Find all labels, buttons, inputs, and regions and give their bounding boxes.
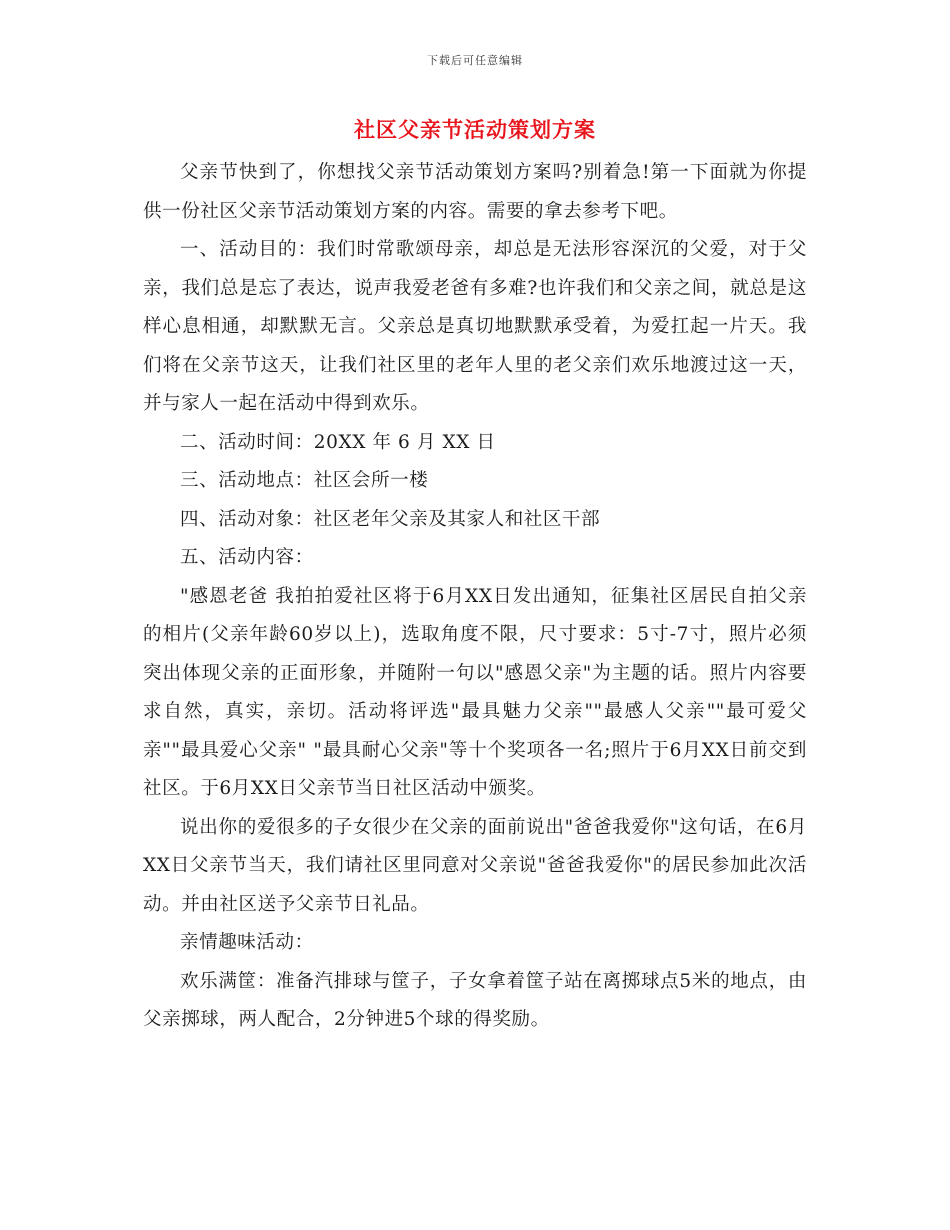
paragraph-content-heading: 五、活动内容：: [180, 547, 314, 568]
paragraph-purpose: 一、活动目的：我们时常歌颂母亲，却总是无法形容深沉的父爱，对于父亲，我们总是忘了表达，说声我爱老爸有多难?也许我们和父亲之间，就总是这样心息相通，却默默无言。父亲总是真切地默默承受着，为爱扛起一片天。我们将在父亲节这天，让我们社区里的老年人里的老父亲们欢乐地渡过这一天，并与家人一起在活动中得到欢乐。: [143, 239, 807, 414]
paragraph-photo-activity: "感恩老爸 我拍拍爱社区将于6月XX日发出通知，征集社区居民自拍父亲的相片(父亲年龄60岁以上)，选取角度不限，尺寸要求：5寸-7寸，照片必须突出体现父亲的正面形象，并随附一句以"感恩父亲"为主题的话。照片内容要求自然，真实，亲切。活动将评选"最具魅力父亲""最感人父亲""最可爱父亲""最具爱心父亲" "最具耐心父亲"等十个奖项各一名;照片于6月XX日前交到社区。于6月XX日父亲节当日社区活动中颁奖。: [143, 585, 807, 799]
document-title: 社区父亲节活动策划方案: [354, 117, 596, 142]
paragraph-say-love: 说出你的爱很多的子女很少在父亲的面前说出"爸爸我爱你"这句话，在6月XX日父亲节当天，我们请社区里同意对父亲说"爸爸我爱你"的居民参加此次活动。并由社区送予父亲节日礼品。: [143, 816, 807, 915]
paragraph-basket-game: 欢乐满筐：准备汽排球与筐子，子女拿着筐子站在离掷球点5米的地点，由父亲掷球，两人配合，2分钟进5个球的得奖励。: [143, 970, 807, 1030]
paragraph-fun-heading: 亲情趣味活动：: [180, 932, 314, 953]
document-body: [143, 154, 807, 1040]
paragraph-audience: 四、活动对象：社区老年父亲及其家人和社区干部: [180, 508, 601, 530]
paragraph-time: 二、活动时间：20XX 年 6 月 XX 日: [180, 431, 496, 453]
paragraph-location: 三、活动地点：社区会所一楼: [180, 470, 429, 491]
page-header: 下载后可任意编辑: [427, 54, 523, 67]
paragraph-intro: 父亲节快到了，你想找父亲节活动策划方案吗?别着急!第一下面就为你提供一份社区父亲节活动策划方案的内容。需要的拿去参考下吧。: [143, 162, 807, 222]
